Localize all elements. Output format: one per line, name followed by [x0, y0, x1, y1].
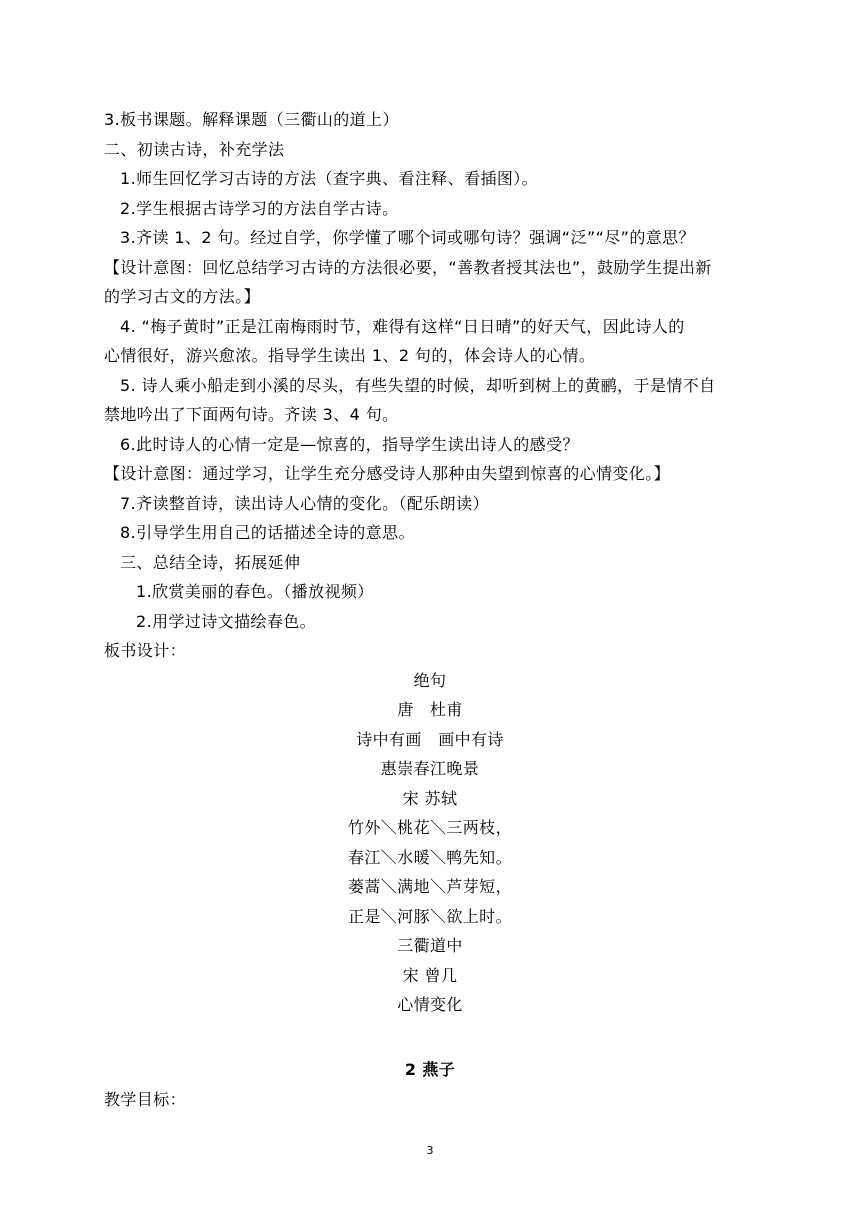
board-poem-title-2: 惠崇春江晚景 [380, 759, 480, 778]
board-poem-author-1: 唐 杜甫 [397, 700, 463, 719]
board-poem-line-1: 竹外＼桃花＼三两枝， [347, 818, 512, 837]
board-poem-summary-3: 心情变化 [397, 995, 463, 1014]
text-line-step-2: 2.学生根据古诗学习的方法自学古诗。 [120, 199, 399, 218]
board-poem-line-2: 春江＼水暖＼鸭先知。 [347, 848, 512, 867]
design-intent-1: 【设计意图：回忆总结学习古诗的方法很必要，“善教者授其法也”，鼓励学生提出新 [104, 258, 712, 277]
teaching-goals-label: 教学目标： [104, 1090, 187, 1109]
board-design-label: 板书设计： [104, 641, 187, 660]
board-poem-line-4: 正是＼河豚＼欲上时。 [347, 907, 512, 926]
design-intent-1-cont: 的学习古文的方法。】 [104, 287, 261, 306]
text-line-step-5: 5. 诗人乘小船走到小溪的尽头，有些失望的时候，却听到树上的黄鹂，于是情不自 [120, 376, 716, 395]
page-number: 3 [426, 1144, 434, 1157]
text-line-step-7: 7.齐读整首诗，读出诗人心情的变化。（配乐朗读） [120, 494, 489, 513]
text-line-step-4: 4. “梅子黄时”正是江南梅雨时节，难得有这样“日日晴”的好天气，因此诗人的 [120, 317, 685, 336]
board-poem-title-3: 三衢道中 [397, 936, 463, 955]
text-line-board-title: 3.板书课题。解释课题（三衢山的道上） [104, 110, 399, 129]
text-line-step-3: 3.齐读 1、2 句。经过自学，你学懂了哪个词或哪句诗？强调“泛”“尽”的意思？ [120, 228, 695, 247]
board-poem-line-3: 蒌蒿＼满地＼芦芽短， [347, 877, 512, 896]
text-line-step-6: 6.此时诗人的心情一定是—惊喜的，指导学生读出诗人的感受？ [120, 435, 579, 454]
board-poem-author-2: 宋 苏轼 [402, 789, 458, 808]
board-poem-summary-1: 诗中有画 画中有诗 [356, 730, 504, 749]
section-heading-2: 二、初读古诗，补充学法 [104, 140, 285, 159]
board-poem-title-1: 绝句 [413, 671, 447, 690]
lesson-title: 2 燕子 [404, 1060, 456, 1079]
text-line-step-5-cont: 禁地吟出了下面两句诗。齐读 3、4 句。 [104, 405, 399, 424]
section-heading-3: 三、总结全诗，拓展延伸 [120, 553, 301, 572]
design-intent-2: 【设计意图：通过学习，让学生充分感受诗人那种由失望到惊喜的心情变化。】 [104, 464, 671, 483]
text-line-step-4-cont: 心情很好，游兴愈浓。指导学生读出 1、2 句的，体会诗人的心情。 [104, 346, 596, 365]
board-poem-author-3: 宋 曾几 [402, 966, 458, 985]
text-line-summary-2: 2.用学过诗文描绘春色。 [136, 612, 317, 631]
text-line-summary-1: 1.欣赏美丽的春色。（播放视频） [136, 582, 374, 601]
text-line-step-8: 8.引导学生用自己的话描述全诗的意思。 [120, 523, 415, 542]
text-line-step-1: 1.师生回忆学习古诗的方法（查字典、看注释、看插图）。 [120, 169, 539, 188]
